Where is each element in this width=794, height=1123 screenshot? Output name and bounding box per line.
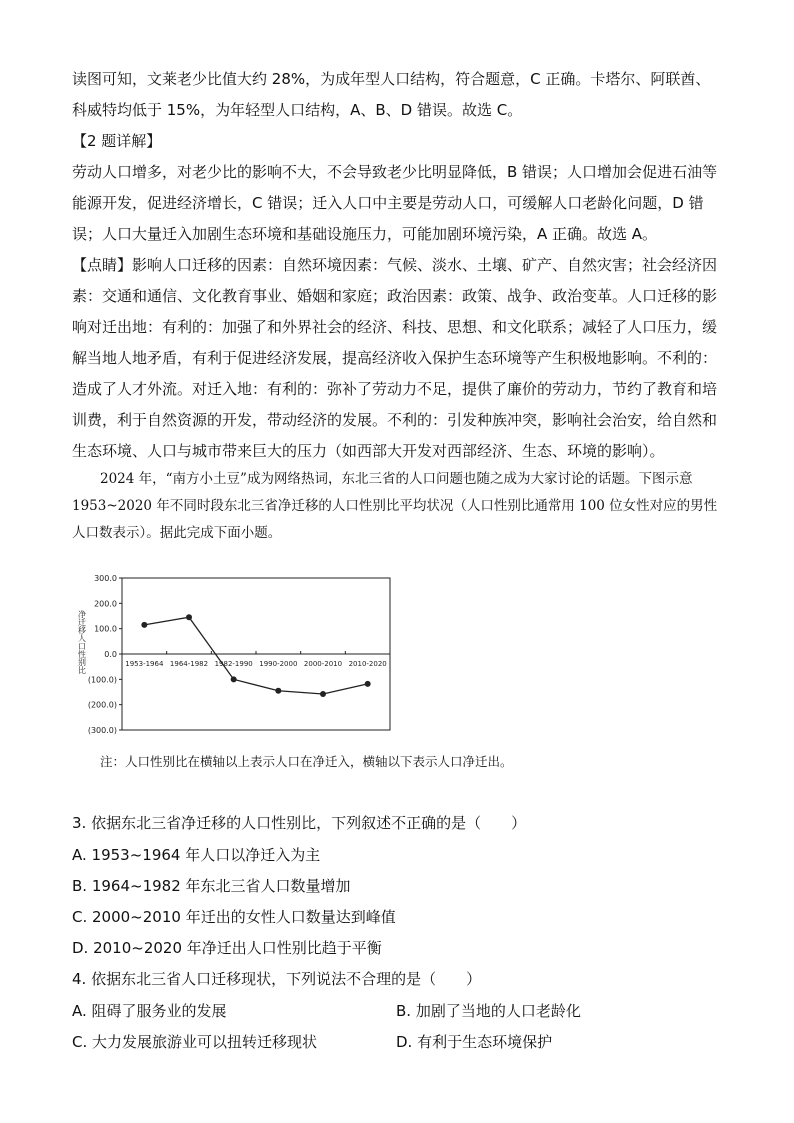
question-4-option-c[interactable]: C. 大力发展旅游业可以扭转迁移现状 [72,1033,318,1051]
data-point [320,691,326,697]
answer-paragraph-1: 读图可知，文莱老少比值大约 28%，为成年型人口结构，符合题意，C 正确。卡塔尔、阿联酋、科威特均低于 15%，为年轻型人口结构，A、B、D 错误。故选 C。 [72,70,711,119]
question-4-option-b[interactable]: B. 加剧了当地的人口老龄化 [396,1002,581,1020]
question-4-option-a[interactable]: A. 阻碍了服务业的发展 [72,1002,227,1020]
y-tick-label: (300.0) [87,726,117,735]
question-3-option-d[interactable]: D. 2010~2020 年净迁出人口性别比趋于平衡 [72,939,382,957]
y-tick-label: 0.0 [104,650,117,659]
y-tick-label: (200.0) [87,700,117,710]
x-tick-label: 1990-2000 [259,660,298,668]
x-tick-label: 1982-1990 [214,660,253,668]
question-4-stem: 4. 依据东北三省人口迁移现状，下列说法不合理的是（ ） [72,970,482,988]
y-tick-label: 100.0 [94,624,117,634]
x-tick-label: 2010-2020 [348,660,387,668]
x-tick-label: 1964-1982 [169,660,209,668]
data-point [141,622,147,628]
section-heading-2: 【2 题详解】 [72,132,162,150]
question-3-option-c[interactable]: C. 2000~2010 年迁出的女性人口数量达到峰值 [72,908,396,926]
question-3-option-a[interactable]: A. 1953~1964 年人口以净迁入为主 [72,846,321,864]
tip-paragraph: 【点睛】影响人口迁移的因素：自然环境因素：气候、淡水、土壤、矿产、自然灾害；社会经济因素：交通和通信、文化教育事业、婚姻和家庭；政治因素：政策、战争、政治变革。人口迁移的影响对迁出地：有利的：加强了和外界社会的经济、科技、思想、和文化联系；减轻了人口压力，缓解当地人地矛盾，有利于促进经济发展，提高经济收入保护生态环境等产生积极地影响。不利的：造成了人才外流。对迁入地：有利的：弥补了劳动力不足，提供了廉价的劳动力，节约了教育和培训费，利于自然资源的开发，带动经济的发展。不利的：引发种族冲突，影响社会治安，给自然和生态环境、人口与城市带来巨大的压力（如西部大开发对西部经济、生态、环境的影响）。 [72,256,718,460]
y-tick-label: 300.0 [94,574,117,583]
chart-note: 注：人口性别比在横轴以上表示人口在净迁入，横轴以下表示人口净迁出。 [100,754,513,769]
data-point [186,614,192,620]
y-tick-label: (100.0) [87,675,117,685]
data-point [275,688,281,694]
question-3-stem: 3. 依据东北三省净迁移的人口性别比，下列叙述不正确的是（ ） [72,814,527,832]
series-line [144,617,367,694]
x-tick-label: 1953-1964 [125,660,164,668]
question-3-option-b[interactable]: B. 1964~1982 年东北三省人口数量增加 [72,877,351,895]
y-tick-label: 200.0 [94,599,117,609]
data-point [365,681,371,687]
y-axis-label: 净迁移人口性别比 [77,610,87,674]
answer-paragraph-2: 劳动人口增多，对老少比的影响不大，不会导致老少比明显降低，B 错误；人口增加会促进石油等能源开发，促进经济增长，C 错误；迁入人口中主要是劳动人口，可缓解人口老龄化问题，D 错误；人口大量迁入加剧生态环境和基础设施压力，可能加剧环境污染，A 正确。故选 A。 [72,163,718,243]
data-point [231,676,237,682]
sex-ratio-line-chart [72,568,412,740]
question-4-option-d[interactable]: D. 有利于生态环境保护 [396,1033,553,1051]
x-tick-label: 2000-2010 [303,660,343,668]
question-intro: 2024 年，“南方小土豆”成为网络热词，东北三省的人口问题也随之成为大家讨论的话题。下图示意 1953~2020 年不同时段东北三省净迁移的人口性别比平均状况（人口性别比通常用 100 位女性对应的男性人口数表示）。据此完成下面小题。 [72,471,718,541]
